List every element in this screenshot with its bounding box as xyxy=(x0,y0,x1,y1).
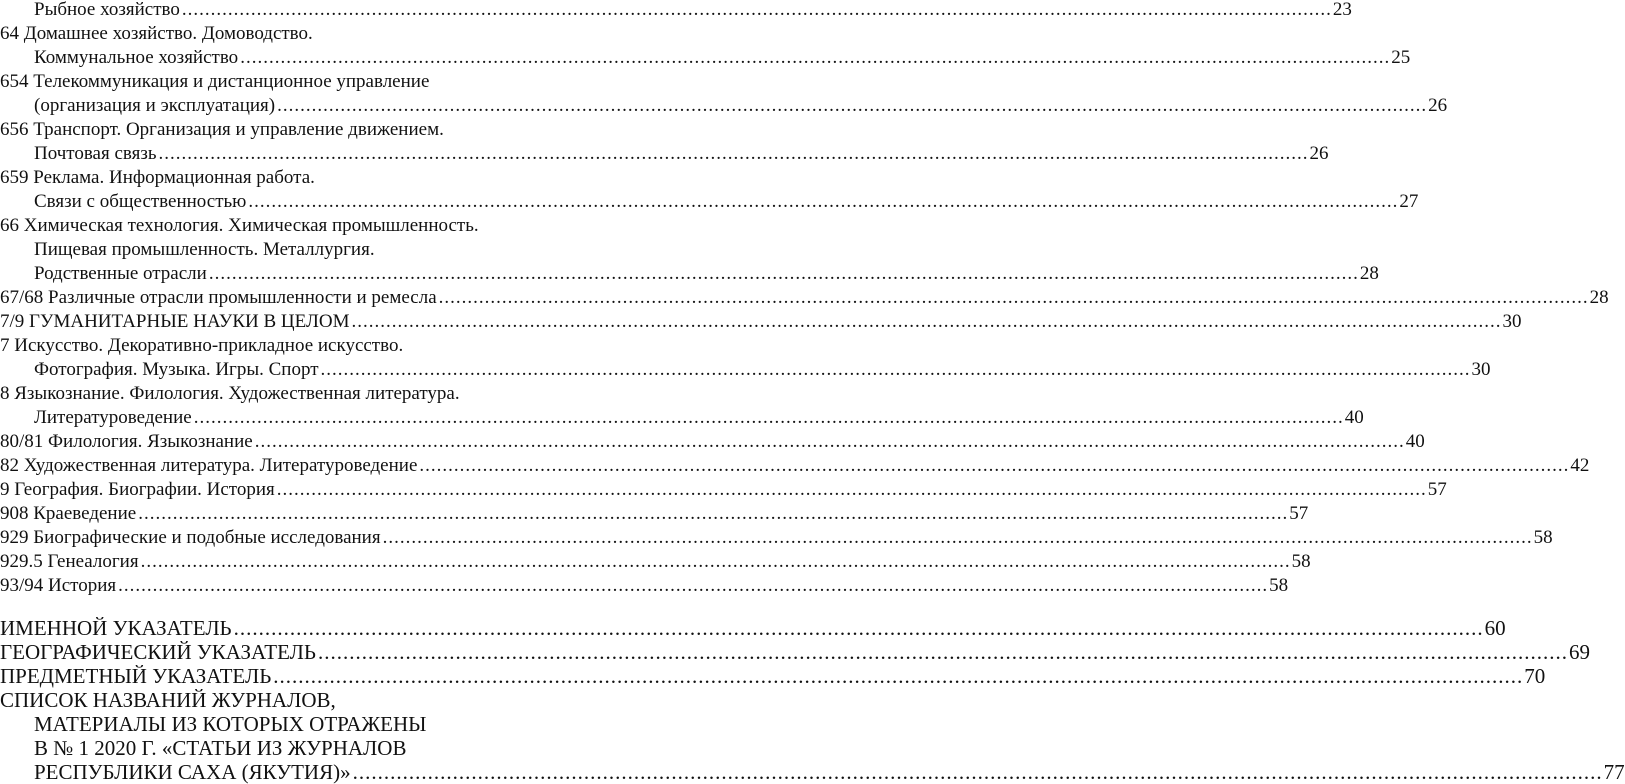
toc-entry-page-number: 30 xyxy=(1502,311,1522,332)
toc-entry-page-number: 28 xyxy=(1359,263,1379,284)
dot-leader: ........................................................................................................................................................................................................ xyxy=(240,47,1391,68)
dot-leader: ........................................................................................................................................................................................................ xyxy=(320,359,1471,380)
toc-entry xyxy=(0,262,1379,286)
toc-entry-page-number: 26 xyxy=(1428,95,1448,116)
dot-leader: ........................................................................................................................................................................................................ xyxy=(352,760,1603,784)
toc-entry xyxy=(0,616,1506,640)
dot-leader: ........................................................................................................................................................................................................ xyxy=(351,311,1502,332)
toc-entry-title: Связи с общественностью xyxy=(34,191,247,212)
toc-entry-page-number: 58 xyxy=(1269,575,1289,596)
toc-entry-title: Родственные отрасли xyxy=(34,263,207,284)
toc-entry xyxy=(0,406,1364,430)
toc-entry xyxy=(0,286,1609,310)
toc-entry-page-number: 40 xyxy=(1405,431,1425,452)
dot-leader: ........................................................................................................................................................................................................ xyxy=(273,664,1524,688)
toc-entry xyxy=(0,238,580,262)
toc-entry xyxy=(0,22,580,46)
toc-entry xyxy=(0,688,580,712)
toc-entry-title: 929 Биографические и подобные исследования xyxy=(0,527,381,548)
toc-entry-title: 9 География. Биографии. История xyxy=(0,479,275,500)
dot-leader: ........................................................................................................................................................................................................ xyxy=(276,479,1427,500)
dot-leader: ........................................................................................................................................................................................................ xyxy=(140,551,1291,572)
toc-entry-page-number: 69 xyxy=(1568,640,1590,664)
toc-entry-title: В № 1 2020 Г. «СТАТЬИ ИЗ ЖУРНАЛОВ xyxy=(34,736,407,760)
toc-entry-title: 7 Искусство. Декоративно-прикладное искусство. xyxy=(0,335,404,356)
dot-leader: ........................................................................................................................................................................................................ xyxy=(419,455,1570,476)
dot-leader: ........................................................................................................................................................................................................ xyxy=(138,503,1289,524)
toc-entry-title: ПРЕДМЕТНЫЙ УКАЗАТЕЛЬ xyxy=(0,664,272,688)
toc-entry-title: 659 Реклама. Информационная работа. xyxy=(0,167,315,188)
dot-leader: ........................................................................................................................................................................................................ xyxy=(248,191,1399,212)
toc-entry-page-number: 27 xyxy=(1399,191,1419,212)
toc-entry-page-number: 57 xyxy=(1289,503,1309,524)
toc-entry xyxy=(0,550,1311,574)
toc-entry-title: 66 Химическая технология. Химическая промышленность. xyxy=(0,215,479,236)
toc-entry-title: Рыбное хозяйство xyxy=(34,0,180,20)
toc-entry xyxy=(0,214,580,238)
toc-entry xyxy=(0,454,1590,478)
toc-entry-page-number: 28 xyxy=(1589,287,1609,308)
toc-entry xyxy=(0,70,580,94)
toc-entry xyxy=(0,430,1425,454)
toc-entry-title: Коммунальное хозяйство xyxy=(34,47,239,68)
toc-entry-page-number: 60 xyxy=(1484,616,1506,640)
toc-entry xyxy=(0,142,1329,166)
dot-leader: ........................................................................................................................................................................................................ xyxy=(181,0,1332,20)
dot-leader: ........................................................................................................................................................................................................ xyxy=(158,143,1309,164)
toc-entry-title: 64 Домашнее хозяйство. Домоводство. xyxy=(0,23,313,44)
toc-entry xyxy=(0,166,580,190)
toc-entry-title: 929.5 Генеалогия xyxy=(0,551,139,572)
toc-entry xyxy=(0,712,580,736)
toc-entry-page-number: 70 xyxy=(1524,664,1546,688)
toc-entry xyxy=(0,190,1419,214)
toc-entry xyxy=(0,118,580,142)
toc-entry-page-number: 25 xyxy=(1391,47,1411,68)
toc-entry-title: МАТЕРИАЛЫ ИЗ КОТОРЫХ ОТРАЖЕНЫ xyxy=(34,712,427,736)
toc-entry xyxy=(0,0,1352,22)
toc-entry xyxy=(0,334,580,358)
toc-entry xyxy=(0,358,1491,382)
toc-entry-page-number: 58 xyxy=(1533,527,1553,548)
toc-entry-page-number: 40 xyxy=(1344,407,1364,428)
toc-entry-title: 656 Транспорт. Организация и управление движением. xyxy=(0,119,444,140)
toc-entry-page-number: 58 xyxy=(1291,551,1311,572)
toc-entry-page-number: 26 xyxy=(1309,143,1329,164)
toc-entry-title: ГЕОГРАФИЧЕСКИЙ УКАЗАТЕЛЬ xyxy=(0,640,316,664)
toc-entry xyxy=(0,502,1309,526)
toc-entry-title: 8 Языкознание. Филология. Художественная литература. xyxy=(0,383,460,404)
toc-entry xyxy=(0,574,1289,598)
toc-entry-title: Пищевая промышленность. Металлургия. xyxy=(34,239,375,260)
toc-entry xyxy=(0,310,1522,334)
dot-leader: ........................................................................................................................................................................................................ xyxy=(233,616,1484,640)
toc-entry-title: 82 Художественная литература. Литературоведение xyxy=(0,455,418,476)
toc-entry xyxy=(0,94,1448,118)
toc-entry-title: 80/81 Филология. Языкознание xyxy=(0,431,253,452)
toc-entry xyxy=(0,382,580,406)
toc-entry xyxy=(0,736,580,760)
toc-entry xyxy=(0,760,1625,784)
toc-entry-title: 908 Краеведение xyxy=(0,503,137,524)
toc-entry-title: Почтовая связь xyxy=(34,143,157,164)
toc-entry-page-number: 77 xyxy=(1603,760,1625,784)
toc-entry-title: 93/94 История xyxy=(0,575,117,596)
toc-entry-title: Литературоведение xyxy=(34,407,192,428)
toc-entry-title: ИМЕННОЙ УКАЗАТЕЛЬ xyxy=(0,616,232,640)
toc-entry-title: РЕСПУБЛИКИ САХА (ЯКУТИЯ)» xyxy=(34,760,351,784)
toc-entry xyxy=(0,46,1411,70)
toc-entry xyxy=(0,526,1553,550)
toc-entry-title: 7/9 ГУМАНИТАРНЫЕ НАУКИ В ЦЕЛОМ xyxy=(0,311,350,332)
dot-leader: ........................................................................................................................................................................................................ xyxy=(438,287,1589,308)
toc-entry-page-number: 30 xyxy=(1471,359,1491,380)
toc-entry-title: 67/68 Различные отрасли промышленности и ремесла xyxy=(0,287,437,308)
toc-entry-title: СПИСОК НАЗВАНИЙ ЖУРНАЛОВ, xyxy=(0,688,336,712)
toc-entry-page-number: 57 xyxy=(1427,479,1447,500)
dot-leader: ........................................................................................................................................................................................................ xyxy=(208,263,1359,284)
dot-leader: ........................................................................................................................................................................................................ xyxy=(317,640,1568,664)
toc-entry xyxy=(0,478,1447,502)
dot-leader: ........................................................................................................................................................................................................ xyxy=(277,95,1428,116)
toc-entry-title: 654 Телекоммуникация и дистанционное управление xyxy=(0,71,430,92)
dot-leader: ........................................................................................................................................................................................................ xyxy=(254,431,1405,452)
toc-entry-page-number: 42 xyxy=(1570,455,1590,476)
toc-entry-title: Фотография. Музыка. Игры. Спорт xyxy=(34,359,319,380)
toc-entry xyxy=(0,664,1546,688)
dot-leader: ........................................................................................................................................................................................................ xyxy=(193,407,1344,428)
dot-leader: ........................................................................................................................................................................................................ xyxy=(382,527,1533,548)
toc-entry-title: (организация и эксплуатация) xyxy=(34,95,276,116)
toc-entry-page-number: 23 xyxy=(1332,0,1352,20)
dot-leader: ........................................................................................................................................................................................................ xyxy=(118,575,1269,596)
toc-entry xyxy=(0,640,1590,664)
